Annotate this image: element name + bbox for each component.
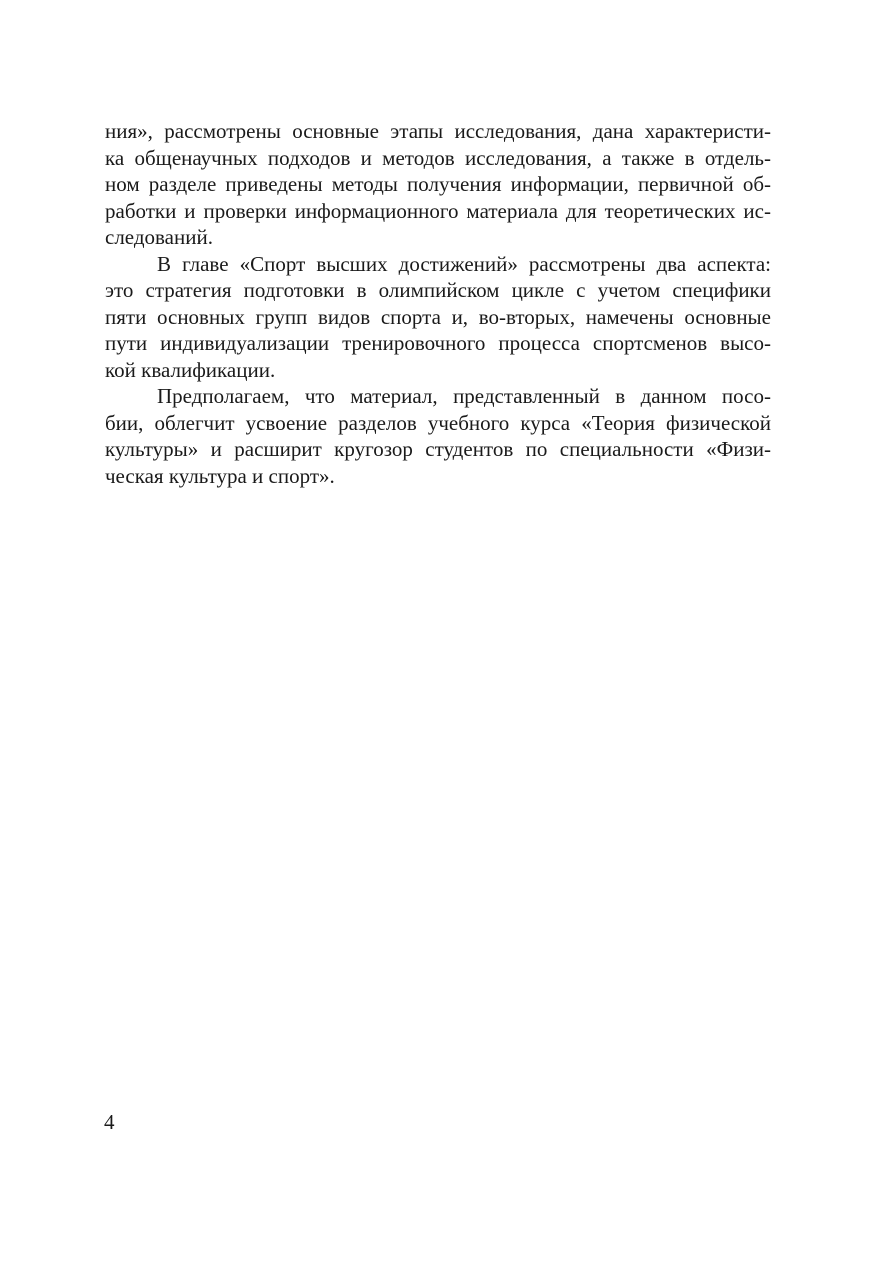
paragraph-3: [105, 383, 771, 489]
paragraph-2: [105, 251, 771, 384]
text-line: пути индивидуализации тренировочного процесса спортсменов высо-: [105, 331, 771, 355]
page-number: 4: [104, 1110, 115, 1134]
text-line: пяти основных групп видов спорта и, во-вторых, намечены основные: [105, 304, 771, 329]
text-line: кой квалификации.: [105, 357, 276, 382]
text-line: В главе «Спорт высших достижений» рассмотрены два аспекта:: [157, 251, 771, 276]
text-line: культуры» и расширит кругозор студентов по специальности «Физи-: [105, 437, 771, 461]
text-line: ном разделе приведены методы получения информации, первичной об-: [105, 172, 771, 196]
paragraph-1: [105, 118, 771, 251]
body-text: [105, 118, 771, 489]
text-line: ка общенаучных подходов и методов исследования, а также в отдель-: [105, 145, 771, 170]
text-line: Предполагаем, что материал, представленный в данном посо-: [157, 384, 771, 408]
text-line: это стратегия подготовки в олимпийском цикле с учетом специфики: [105, 278, 771, 302]
text-line: работки и проверки информационного материала для теоретических ис-: [105, 198, 771, 223]
text-line: ческая культура и спорт».: [105, 463, 335, 488]
text-line: бии, облегчит усвоение разделов учебного курса «Теория физической: [105, 410, 771, 435]
text-line: ния», рассмотрены основные этапы исследования, дана характеристи-: [105, 119, 771, 143]
text-line: следований.: [105, 225, 213, 249]
